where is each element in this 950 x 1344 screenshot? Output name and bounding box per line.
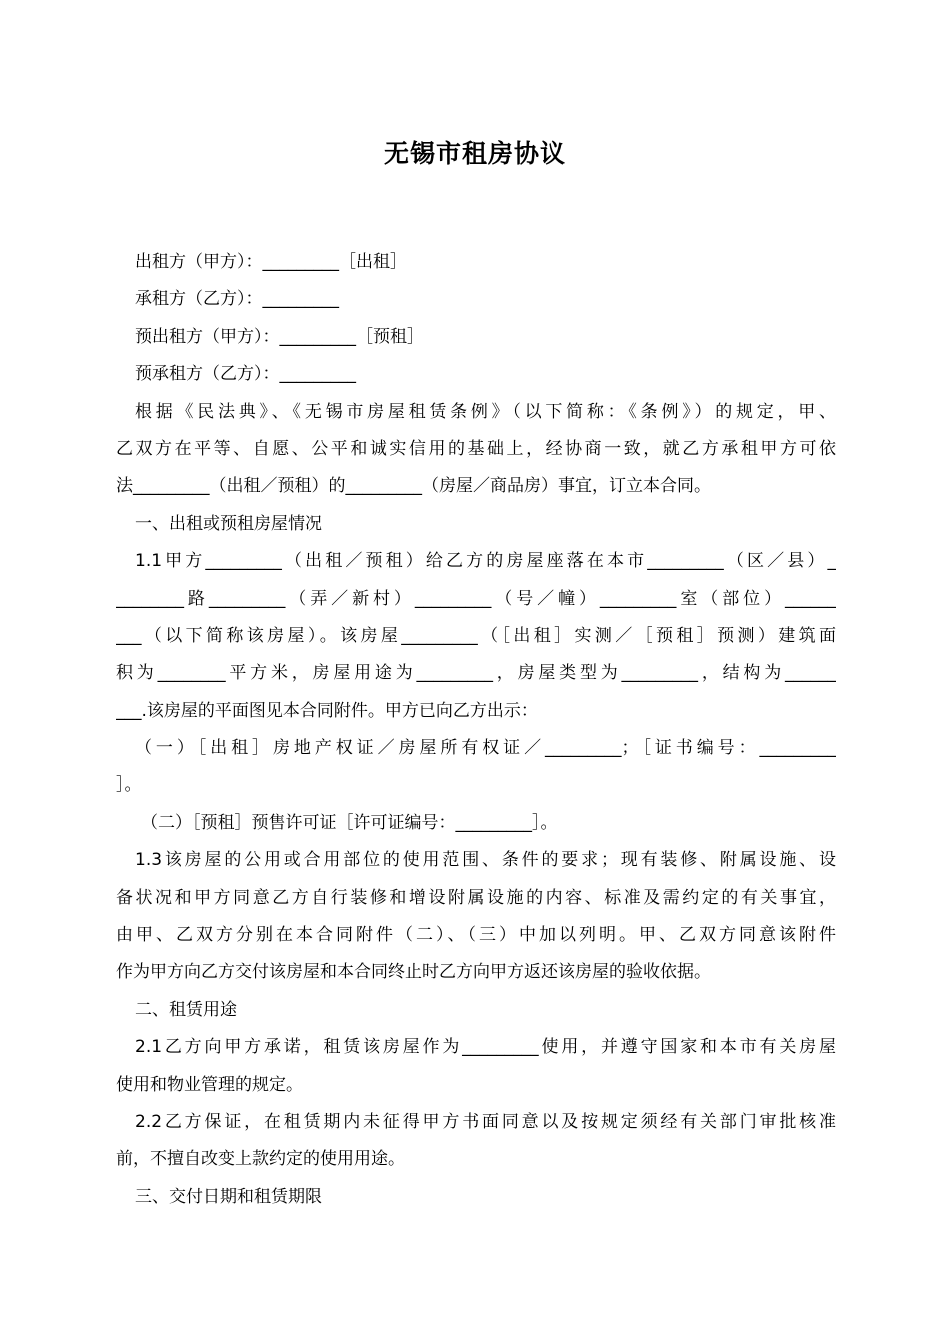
item-1-line-2: ］。 — [116, 775, 142, 796]
section-heading-1: 一、出租或预租房屋情况 — [135, 513, 322, 534]
lessor-line: 出租方（甲方）：_________［出租］ — [135, 252, 407, 272]
clause-1-1-line-2: ________路_________（弄／新村）_________（号／幢）_________室（部位）______ — [116, 588, 836, 609]
item-2-line: （二）［预租］预售许可证［许可证编号：_________］。 — [141, 812, 558, 833]
document-title: 无锡市租房协议 — [383, 139, 566, 168]
pre-lessee-line: 预承租方（乙方）：_________ — [135, 364, 356, 385]
section-heading-2: 二、租赁用途 — [135, 999, 237, 1020]
clause-1-1-line-3: ___（以下简称该房屋）。该房屋_________（［出租］实测／［预租］预测）建筑面 — [116, 625, 836, 646]
clause-1-3-line-2: 备状况和甲方同意乙方自行装修和增设附属设施的内容、标准及需约定的有关事宜， — [116, 887, 836, 908]
clause-1-1-line-1: 1.1甲方_________（出租／预租）给乙方的房屋座落在本市_________（区／县）_ — [135, 551, 836, 572]
clause-2-1-line-2: 使用和物业管理的规定。 — [116, 1074, 303, 1095]
preamble-line-3: 法_________（出租／预租）的_________（房屋／商品房）事宜，订立本合同。 — [116, 476, 711, 497]
clause-2-2-line-2: 前，不擅自改变上款约定的使用用途。 — [116, 1149, 405, 1170]
document-body — [116, 244, 836, 1216]
clause-1-3-line-4: 作为甲方向乙方交付该房屋和本合同终止时乙方向甲方返还该房屋的验收依据。 — [116, 962, 711, 983]
clause-2-1-line-1: 2.1乙方向甲方承诺，租赁该房屋作为_________使用，并遵守国家和本市有关房屋 — [135, 1037, 836, 1058]
lessee-line: 承租方（乙方）：_________ — [135, 289, 339, 310]
preamble-line-2: 乙双方在平等、自愿、公平和诚实信用的基础上，经协商一致，就乙方承租甲方可依 — [116, 438, 836, 459]
clause-1-1-line-5: ___.该房屋的平面图见本合同附件。甲方已向乙方出示： — [116, 700, 538, 721]
clause-1-3-line-1: 1.3该房屋的公用或合用部位的使用范围、条件的要求；现有装修、附属设施、设 — [135, 850, 836, 871]
clause-1-3-line-3: 由甲、乙双方分别在本合同附件（二）、（三）中加以列明。甲、乙双方同意该附件 — [116, 925, 836, 946]
item-1-line-1: （一）［出租］房地产权证／房屋所有权证／_________；［证书编号：_________ — [135, 738, 836, 759]
preamble-line-1: 根据《民法典》、《无锡市房屋租赁条例》（以下简称：《条例》）的规定，甲、 — [135, 401, 836, 422]
pre-lessor-line: 预出租方（甲方）：_________［预租］ — [135, 326, 424, 347]
section-heading-3: 三、交付日期和租赁期限 — [135, 1186, 322, 1207]
clause-2-2-line-1: 2.2乙方保证，在租赁期内未征得甲方书面同意以及按规定须经有关部门审批核准 — [135, 1111, 836, 1132]
clause-1-1-line-4: 积为________平方米，房屋用途为_________，房屋类型为_________，结构为______ — [116, 663, 836, 684]
